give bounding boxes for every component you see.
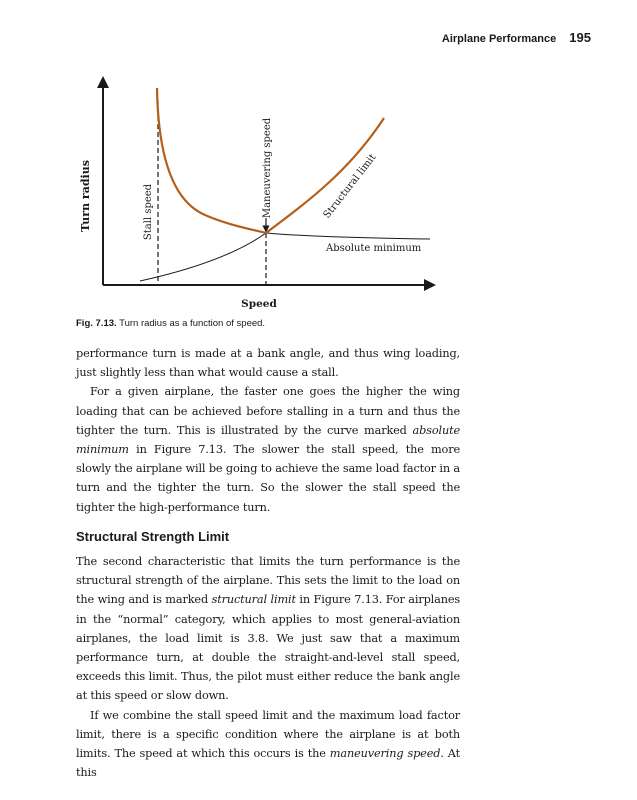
- paragraph-3: The second characteristic that limits the turn performance is the structural strength of the airplane. This sets the limit to the load on the wing and is marked structural limit in Figure 7.13. For airplanes in the “normal” category, which applies to most general-aviation airplanes, the load limit is 3.8. We just saw that a maximum performance turn, at double the straight-and-level stall speed, exceeds this limit. Thus, the pilot must either reduce the bank angle at this speed or slow down.: [76, 555, 461, 703]
- absolute-minimum-label: Absolute minimum: [326, 243, 422, 254]
- absolute-minimum-curve: [140, 233, 430, 281]
- caption-number: Fig. 7.13.: [76, 318, 117, 329]
- paragraph-2: For a given airplane, the faster one goes the higher the wing loading that can be achieved before stalling in a turn and thus the tighter the turn. This is illustrated by the curve marked absolute minimum in Figure 7.13. The slower the stall speed, the more slowly the airplane will be going to achieve the same load factor in a turn and the tighter the turn. So the slower the stall speed the tighter the high-performance turn.: [76, 385, 460, 514]
- body-text: [76, 344, 460, 782]
- stall-limit-curve: [157, 88, 266, 233]
- section-heading: Structural Strength Limit: [76, 528, 230, 544]
- paragraph-1: performance turn is made at a bank angle, and thus wing loading, just slightly less than what would cause a stall.: [76, 347, 460, 380]
- maneuvering-speed-label: Maneuvering speed: [262, 117, 273, 219]
- page-number: 195: [569, 30, 591, 45]
- x-axis-label: Speed: [241, 298, 277, 310]
- figure-caption: [76, 318, 265, 329]
- y-axis-label: Turn radius: [79, 160, 92, 232]
- stall-speed-label: Stall speed: [143, 183, 154, 241]
- paragraph-4: If we combine the stall speed limit and the maximum load factor limit, there is a specific condition where the airplane is at both limits. The speed at which this occurs is the maneuvering speed. At this: [76, 708, 461, 780]
- running-title: Airplane Performance: [441, 33, 557, 45]
- structural-limit-label: Structural limit: [321, 152, 379, 221]
- turn-radius-figure: [0, 0, 637, 315]
- caption-text: Turn radius as a function of speed.: [119, 318, 266, 329]
